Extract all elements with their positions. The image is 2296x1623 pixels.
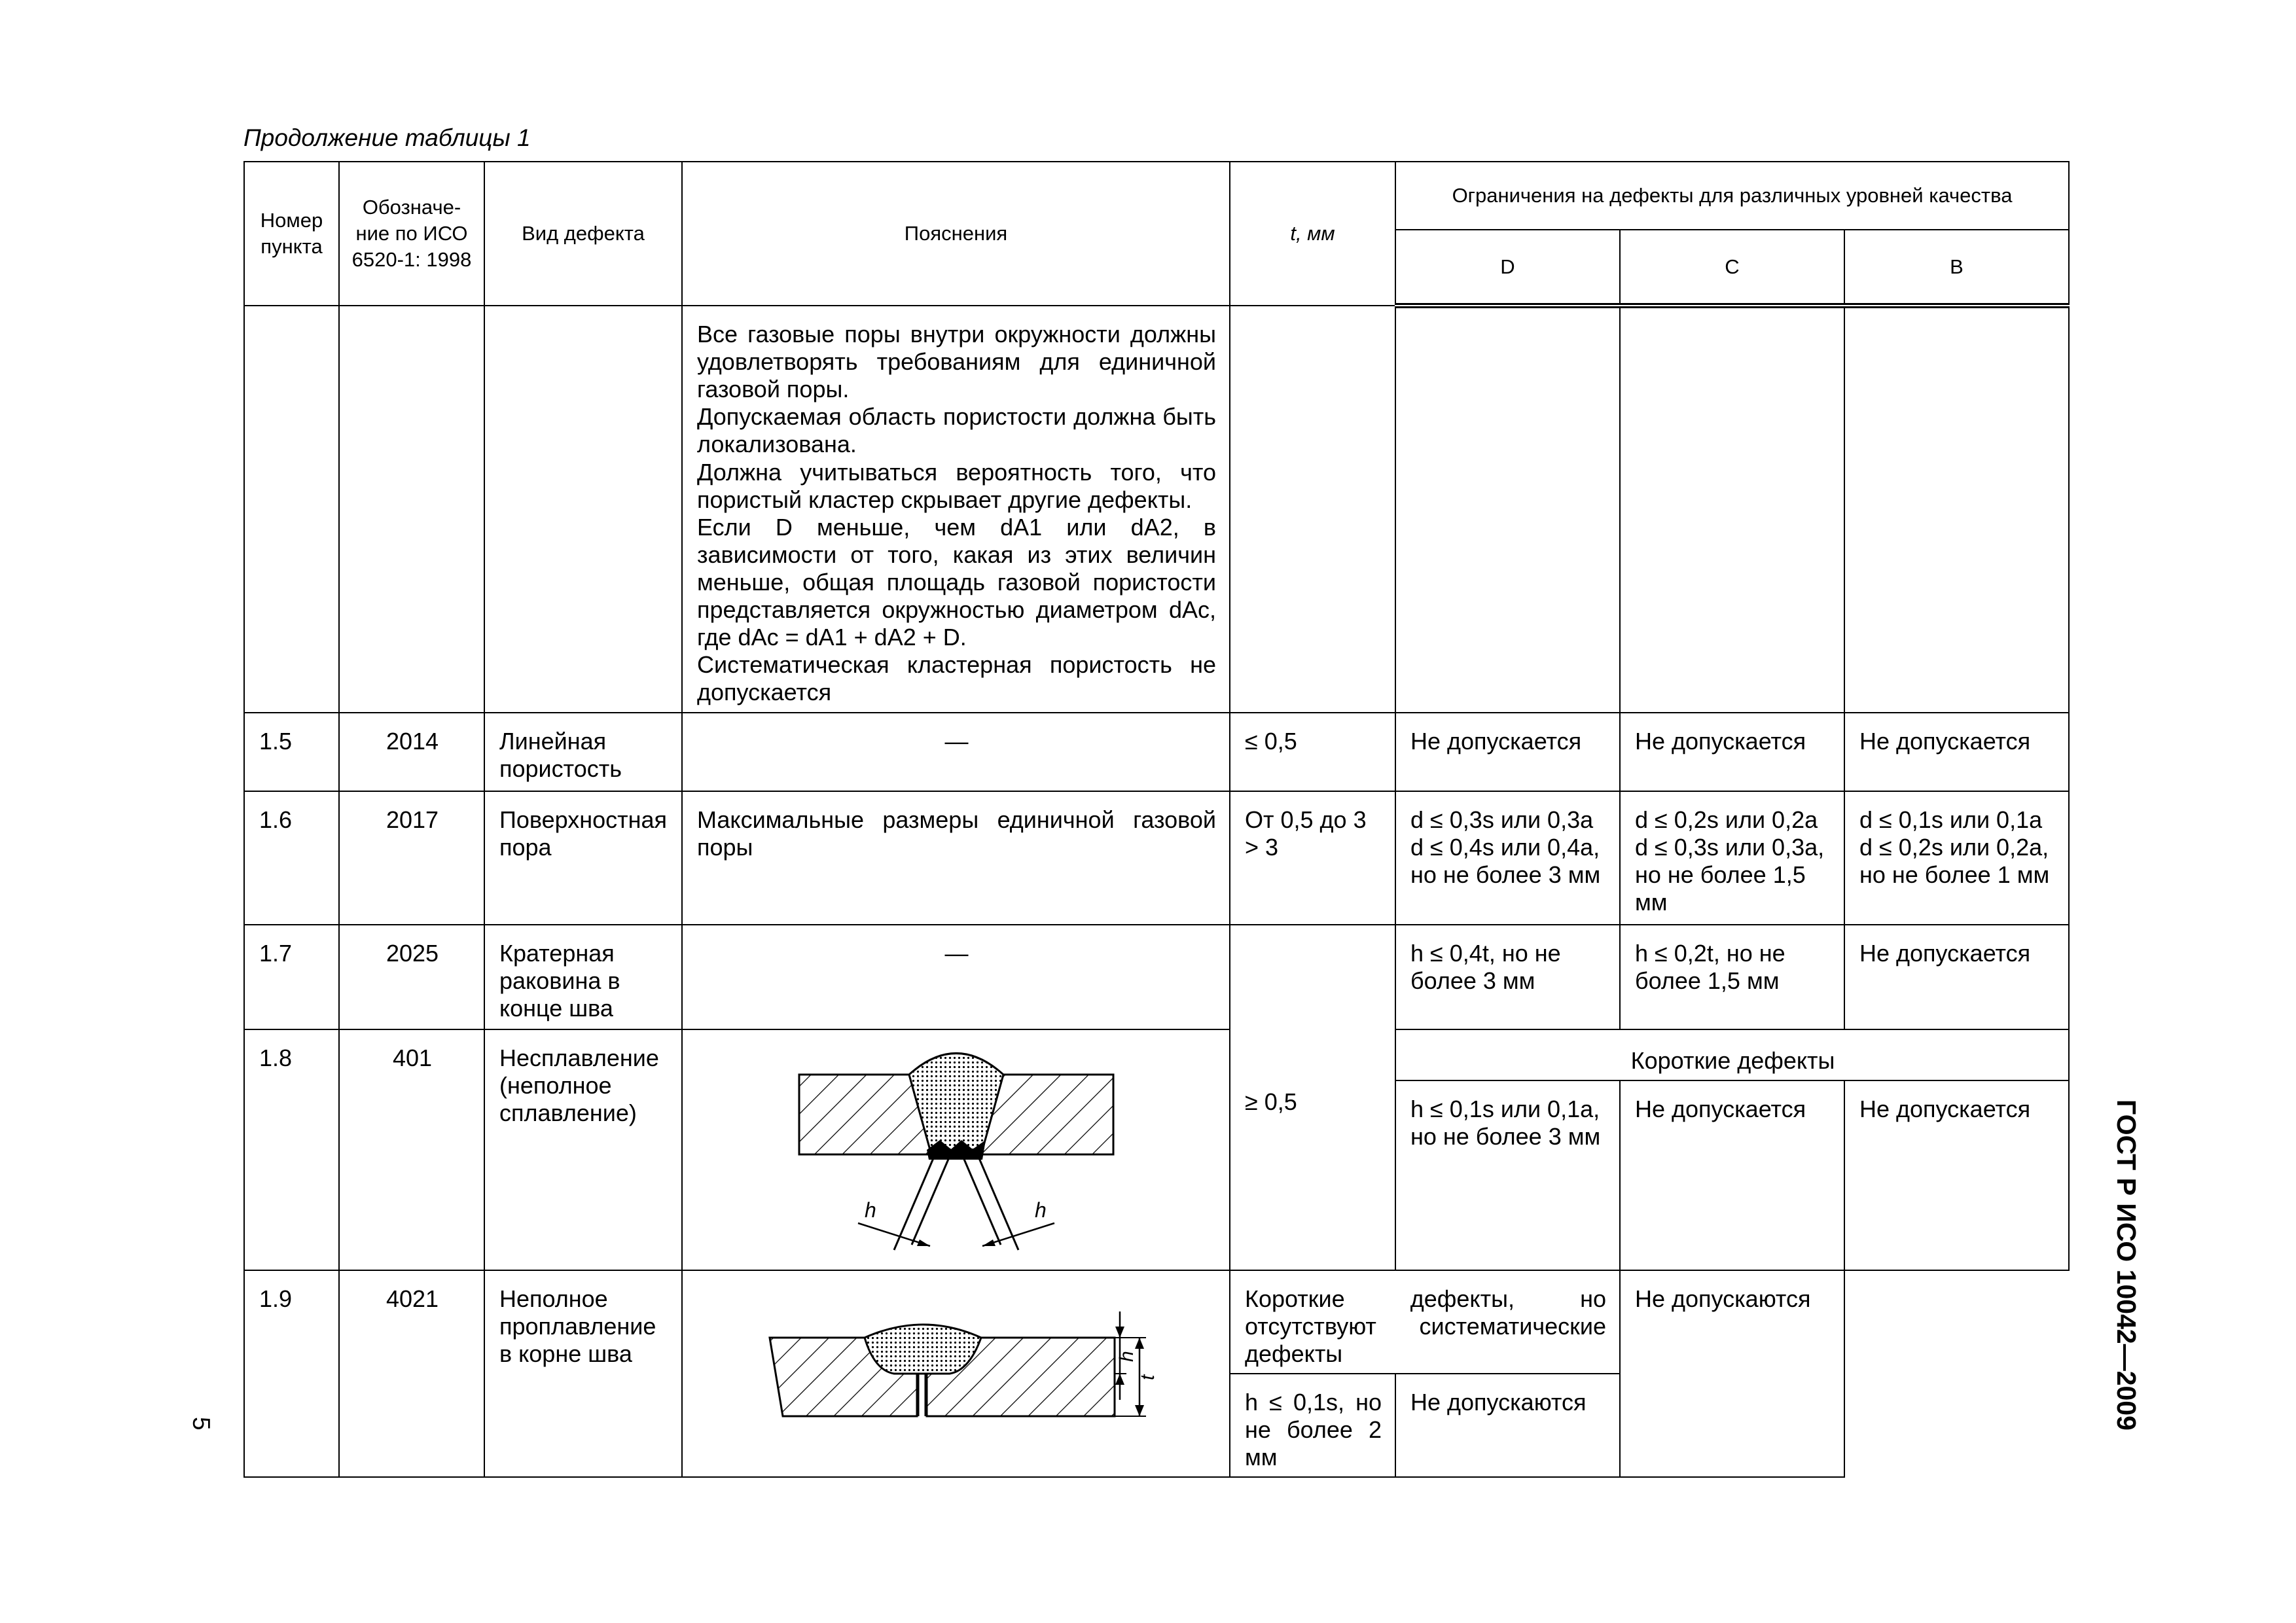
header-level-b: B <box>1844 230 2069 306</box>
lack-of-fusion-figure <box>682 1029 1230 1270</box>
table-row <box>244 306 2069 713</box>
short-defects-label: Короткие дефекты <box>1395 1029 2069 1080</box>
h-label-left: h <box>864 1198 876 1222</box>
table-caption: Продолжение таблицы 1 <box>243 124 531 151</box>
table-row: h ≤ 0,1s или 0,1a, но не более 3 мм Не допускается Не допускается <box>244 1080 2069 1270</box>
header-level-c: C <box>1620 230 1844 306</box>
header-iso: Обозначе- ние по ИСО 6520-1: 1998 <box>339 162 484 306</box>
table-row: 1.7 2025 Кратерная раковина в конце шва — ≥ 0,5 h ≤ 0,4t, но не более 3 мм h ≤ 0,2t, но не более 1,5 мм Не допускается <box>244 925 2069 1029</box>
table-row: 1.8 401 Несплавление (неполное сплавление) h h Короткие дефекты <box>244 1029 2069 1080</box>
incomplete-penetration-figure <box>682 1270 1230 1478</box>
header-num: Номер пункта <box>244 162 339 306</box>
table-row: 1.5 2014 Линейная пористость — ≤ 0,5 Не допускается Не допускается Не допускается <box>244 713 2069 791</box>
continuation-explanation: Все газовые поры внутри окружности должны удовлетворять требованиям для единичной газовой поры. Допускаемая область пористости должна быть локализована. Должна учитываться вероятность того, что пористый кластер скрывает другие дефекты. Если D меньше, чем dA1 или dA2, в зависимости от того, какая из этих величин меньше, общая площадь газовой пористости представляется окружностью диаметром dAc, где dAc = dA1 + dA2 + D. Систематическая кластерная пористость не допускается <box>682 306 1230 713</box>
h-label-right: h <box>1034 1198 1047 1222</box>
defects-table <box>243 161 2070 1478</box>
header-level-d: D <box>1395 230 1620 306</box>
header-limits: Ограничения на дефекты для различных уровней качества <box>1395 162 2069 230</box>
page-number: 5 <box>188 1417 215 1431</box>
table-row: h ≤ 0,1s, но не более 2 мм Не допускаются <box>244 1374 2069 1477</box>
t-label: t <box>1136 1374 1158 1380</box>
header-thickness: t, мм <box>1230 162 1395 306</box>
table-row: 1.9 4021 Неполное проплавление в корне шва h t Короткие дефекты, но отсутствуют систематические дефекты Не допускаются <box>244 1270 2069 1374</box>
table-row: 1.6 2017 Поверхностная пора Максимальные размеры единичной газовой поры От 0,5 до 3 > 3 d ≤ 0,3s или 0,3a d ≤ 0,4s или 0,4a, но не более 3 мм d ≤ 0,2s или 0,2a d ≤ 0,3s или 0,3a, но не более 1,5 мм d ≤ 0,1s или 0,1a d ≤ 0,2s или 0,2a, но не более 1 мм <box>244 791 2069 925</box>
header-explanation: Пояснения <box>682 162 1230 306</box>
h-label: h <box>1115 1351 1138 1362</box>
short-defects-no-systematic: Короткие дефекты, но отсутствуют систематические дефекты <box>1230 1270 1620 1374</box>
document-title: ГОСТ Р ИСО 10042—2009 <box>2111 1099 2142 1431</box>
thickness-merged: ≥ 0,5 <box>1230 925 1395 1270</box>
header-kind: Вид дефекта <box>484 162 682 306</box>
